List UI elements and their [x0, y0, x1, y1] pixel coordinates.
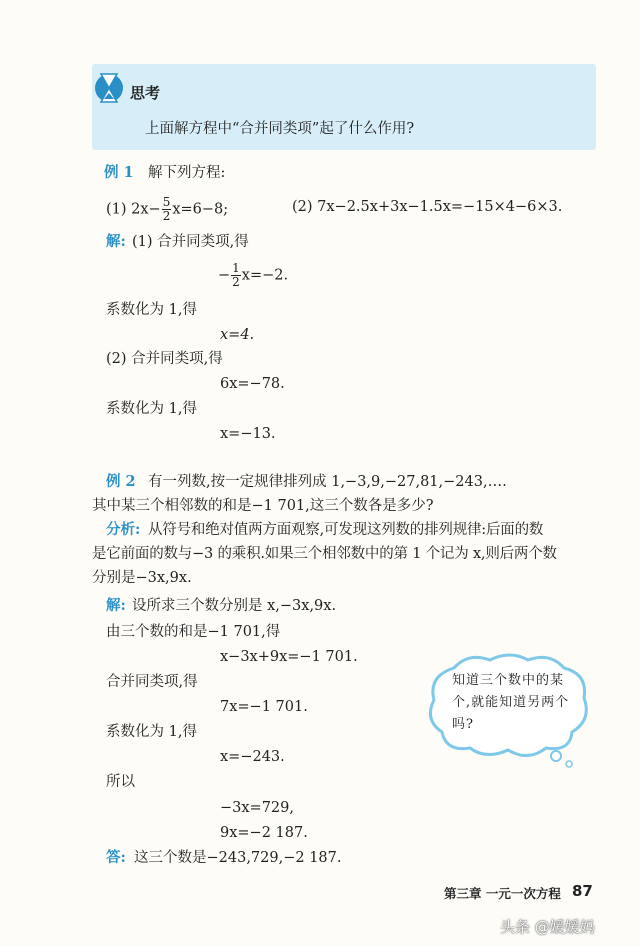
analysis-line1: 从符号和绝对值两方面观察,可发现这列数的排列规律:后面的数: [148, 522, 544, 538]
fraction-5-2: [162, 196, 172, 223]
fraction-denominator: 2: [232, 275, 240, 289]
example2-solution-label: 解:: [106, 597, 126, 614]
equation-minus: −: [218, 267, 231, 284]
solution2-coef: 系数化为 1,得: [106, 401, 197, 417]
example2-sol4: 系数化为 1,得: [106, 724, 197, 740]
thought-cloud-text: 知道三个数中的某个,就能知道另两个吗?: [452, 673, 570, 732]
example1-prompt: 解下列方程:: [148, 165, 226, 181]
example2-sol3: 合并同类项,得: [106, 674, 198, 690]
example2-sol2: 由三个数的和是−1 701,得: [106, 624, 281, 640]
example2-eq1: x−3x+9x=−1 701.: [220, 649, 358, 665]
solution2-equation: 6x=−78.: [220, 376, 285, 392]
analysis-line2: 是它前面的数与−3 的乘积.如果三个相邻数中的第 1 个记为 x,则后两个数: [92, 546, 557, 562]
equation-right: x=−2.: [241, 267, 289, 284]
example1-problem1: [106, 196, 228, 223]
fraction-1-2: [231, 262, 241, 289]
example2-eq4: −3x=729,: [220, 800, 294, 816]
answer-label: 答:: [106, 849, 126, 866]
solution1-step: (1) 合并同类项,得: [132, 234, 249, 250]
chapter-footer: 第三章 一元一次方程: [444, 886, 561, 901]
solution2-step: (2) 合并同类项,得: [106, 351, 223, 367]
solution1-equation: [218, 262, 288, 289]
analysis-label: 分析:: [106, 521, 141, 538]
example2-eq3: x=−243.: [220, 749, 285, 765]
solution1-coef: 系数化为 1,得: [106, 302, 197, 318]
example2-label: 例 2: [106, 473, 136, 490]
solution2-answer: x=−13.: [220, 426, 276, 442]
example2-sol5: 所以: [106, 774, 135, 790]
fraction-numerator: 5: [162, 195, 171, 209]
think-question: 上面解方程中“合并同类项”起了什么作用?: [145, 121, 415, 137]
solution1-answer: x=4.: [220, 327, 255, 343]
page-number: 87: [572, 882, 593, 900]
think-title: 思考: [130, 84, 161, 102]
hourglass-icon: [94, 66, 124, 106]
watermark: 头条 @媛媛妈: [500, 918, 595, 936]
answer-text: 这三个数是−243,729,−2 187.: [134, 850, 342, 866]
fraction-numerator: 1: [232, 261, 240, 275]
example2-eq5: 9x=−2 187.: [220, 825, 308, 841]
problem1-left: (1) 2x−: [106, 201, 161, 218]
example1-problem2: (2) 7x−2.5x+3x−1.5x=−15×4−6×3.: [292, 199, 563, 215]
example2-prompt-line2: 其中某三个相邻数的和是−1 701,这三个数各是多少?: [92, 498, 434, 514]
example2-eq2: 7x=−1 701.: [220, 699, 308, 715]
example2-sol1: 设所求三个数分别是 x,−3x,9x.: [132, 598, 337, 614]
analysis-line3: 分别是−3x,9x.: [92, 570, 192, 586]
example2-prompt: 有一列数,按一定规律排列成 1,−3,9,−27,81,−243,….: [148, 474, 507, 490]
fraction-denominator: 2: [162, 209, 171, 223]
example1-label: 例 1: [104, 164, 134, 181]
problem1-right: x=6−8;: [172, 201, 229, 218]
example1-solution-label: 解:: [106, 233, 126, 250]
